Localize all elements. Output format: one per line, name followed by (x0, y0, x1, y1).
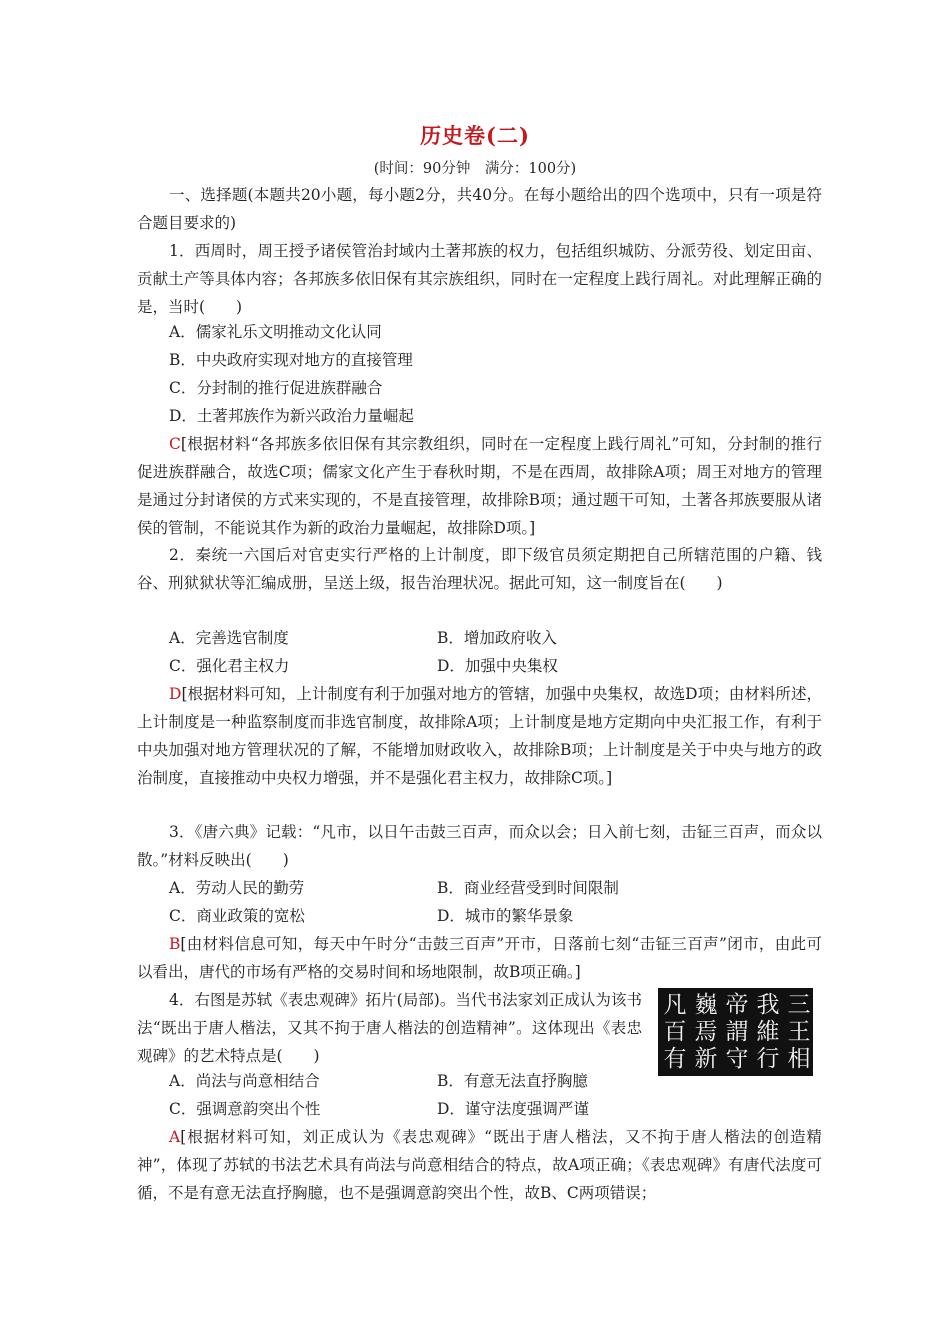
page-title: 历史卷(二) (420, 123, 530, 148)
question-2-stem: 2．秦统一六国后对官吏实行严格的上计制度，即下级官员须定期把自己所辖范围的户籍、钱谷、刑狱狱状等汇编成册，呈送上级，报告治理状况。据此可知，这一制度旨在( ) (137, 546, 822, 592)
q3-explanation-text: [由材料信息可知，每天中午时分“击鼓三百声”开市，日落前七刻“击钲三百声”闭市，由此可以看出，唐代的市场有严格的交易时间和场地限制，故B项正确。] (137, 935, 822, 981)
q2-option-a: A．完善选官制度 (169, 629, 289, 647)
section-instruction: 一、选择题(本题共20小题，每小题2分，共40分。在每小题给出的四个选项中，只有一项是符合题目要求的) (137, 186, 822, 232)
q1-explanation-text: [根据材料“各邦族多依旧保有其宗教组织，同时在一定程度上践行周礼”可知，分封制的推行促进族群融合，故选C项；儒家文化产生于春秋时期，不是在西周，故排除A项；周王对地方的管理是通过分封诸侯的方式来实现的，不是直接管理，故排除B项；通过题干可知，土著各邦族要服从诸侯的管制，不能说其作为新的政治力量崛起，故排除D项。] (137, 435, 822, 537)
rubbing-column: 三王相 (787, 992, 811, 1072)
q1-explanation (137, 430, 822, 542)
q4-answer: A (169, 1128, 181, 1146)
q4-explanation-text: [根据材料可知，刘正成认为《表忠观碑》“既出于唐人楷法，又不拘于唐人楷法的创造精神”，体现了苏轼的书法艺术具有尚法与尚意相结合的特点，故A项正确；《表忠观碑》有唐代法度可循，不是有意无法直抒胸臆，也不是强调意韵突出个性，故B、C两项错误； (137, 1128, 822, 1202)
q1-option-d: D．土著邦族作为新兴政治力量崛起 (169, 407, 414, 425)
q3-option-d: D．城市的繁华景象 (437, 907, 574, 925)
q2-explanation-text: [根据材料可知，上计制度有利于加强对地方的管辖，加强中央集权，故选D项；由材料所述，上计制度是一种监察制度而非选官制度，故排除A项；上计制度是地方定期向中央汇报工作，有利于中央加强对地方管理状况的了解，不能增加财政收入，故排除B项；上计制度是关于中央与地方的政治制度，直接推动中央权力增强，并不是强化君主权力，故排除C项。] (137, 685, 822, 787)
q3-explanation (137, 930, 822, 986)
q1-option-a: A．儒家礼乐文明推动文化认同 (169, 323, 382, 341)
q2-option-c: C．强化君主权力 (169, 657, 290, 675)
q3-option-b: B．商业经营受到时间限制 (437, 879, 619, 897)
q4-option-d: D．谨守法度强调严谨 (437, 1100, 589, 1118)
q3-option-a: A．劳动人民的勤劳 (169, 879, 305, 897)
rubbing-column: 帝謂守 (725, 992, 749, 1072)
q1-option-c: C．分封制的推行促进族群融合 (169, 379, 383, 397)
q1-answer: C (169, 435, 181, 453)
rubbing-column: 巍焉新 (694, 992, 718, 1072)
rubbing-column: 我維行 (756, 992, 780, 1072)
calligraphy-rubbing-image (658, 988, 813, 1076)
q2-answer: D (169, 685, 182, 703)
q4-explanation (137, 1123, 822, 1207)
q4-option-b: B．有意无法直抒胸臆 (437, 1072, 588, 1090)
q2-explanation (137, 680, 822, 792)
question-1-stem: 1．西周时，周王授予诸侯管治封域内土著邦族的权力，包括组织城防、分派劳役、划定田亩、贡献土产等具体内容；各邦族多依旧保有其宗族组织，同时在一定程度上践行周礼。对此理解正确的是，当时( ) (137, 242, 822, 316)
q2-option-b: B．增加政府收入 (437, 629, 557, 647)
rubbing-column: 凡百有 (663, 992, 687, 1072)
q4-option-a: A．尚法与尚意相结合 (169, 1072, 320, 1090)
q4-option-c: C．强调意韵突出个性 (169, 1100, 321, 1118)
q3-answer: B (169, 935, 181, 953)
q2-option-d: D．加强中央集权 (437, 657, 558, 675)
q3-option-c: C．商业政策的宽松 (169, 907, 305, 925)
question-4-stem: 4．右图是苏轼《表忠观碑》拓片(局部)。当代书法家刘正成认为该书法“既出于唐人楷法，又其不拘于唐人楷法的创造精神”。这体现出《表忠观碑》的艺术特点是( ) (137, 991, 642, 1065)
q1-option-b: B．中央政府实现对地方的直接管理 (169, 351, 413, 369)
question-3-stem: 3．《唐六典》记载：“凡市，以日午击鼓三百声，而众以会；日入前七刻，击钲三百声，而众以散。”材料反映出( ) (137, 823, 822, 869)
exam-meta: (时间：90分钟 满分：100分) (373, 161, 577, 177)
